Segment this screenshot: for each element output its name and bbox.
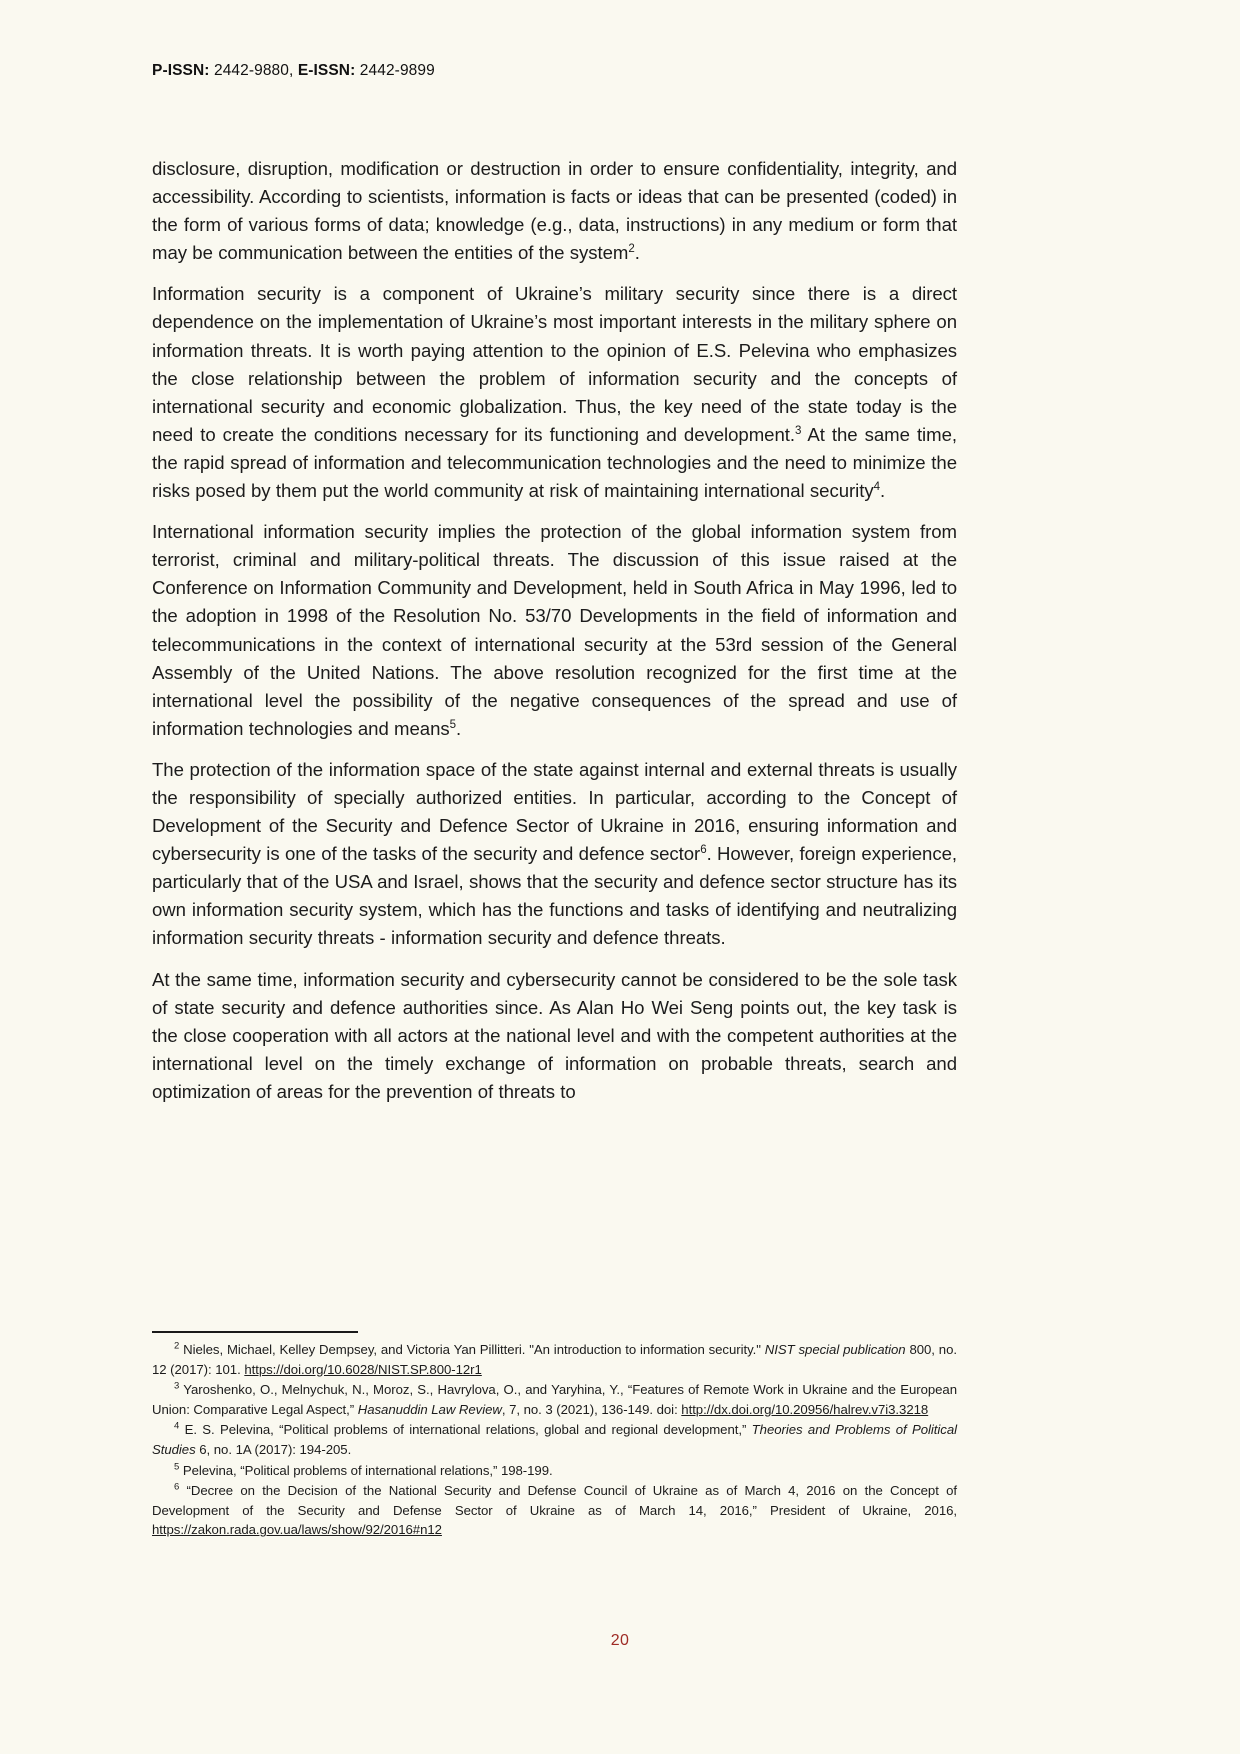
text-run: At the same time, information security and cybersecurity cannot be considered to be the sole task of state security and defence authorities since. As Alan Ho Wei Seng points out, the key task is the close cooperation with all actors at the national level and with the competent authorities at the international level on the timely exchange of information on probable threats, search and optimization of areas for the prevention of threats to [152, 968, 957, 1102]
body-text-block [152, 155, 957, 1106]
footnote-entry [152, 1420, 957, 1459]
footnote-marker[interactable]: 4 [873, 480, 880, 493]
text-run: 800, no. 12 (2017): 101. [152, 1342, 957, 1377]
p-issn-label: P-ISSN: [152, 62, 210, 79]
text-run: “Decree on the Decision of the National Security and Defense Council of Ukraine as of March 4, 2016 on the Concept of Development of the Security and Defense Sector of Ukraine as of March 14, 2016,” President of Ukraine, 2016, [152, 1483, 957, 1518]
footnote-marker[interactable]: 2 [628, 243, 635, 256]
text-run: Pelevina, “Political problems of international relations,” 198-199. [179, 1462, 553, 1478]
running-header [152, 62, 435, 80]
text-run: Yaroshenko, O., Melnychuk, N., Moroz, S., Havrylova, O., and Yaryhina, Y., “Features of Remote Work in Ukraine and the European Union: Comparative Legal Aspect,” [152, 1382, 957, 1417]
text-run: . [634, 242, 640, 264]
citation-link[interactable]: https://zakon.rada.gov.ua/laws/show/92/2016#n12 [152, 1522, 442, 1538]
italic-title: Hasanuddin Law Review [357, 1401, 502, 1417]
text-run: . [455, 717, 462, 739]
footnote-number: 5 [174, 1461, 180, 1473]
footnote-marker[interactable]: 3 [794, 424, 802, 437]
text-run: 6, no. 1A (2017): 194-205. [195, 1441, 352, 1457]
footnote-number: 2 [174, 1340, 180, 1352]
italic-title: Theories and Problems of Political Studies [152, 1422, 957, 1457]
body-paragraph [152, 756, 957, 953]
footnote-entry [152, 1340, 957, 1379]
text-run: . However, foreign experience, particularly that of the USA and Israel, shows that the security and defence sector structure has its own information security system, which has the functions and tasks of identifying and neutralizing information security threats - information security and defence threats. [152, 843, 957, 949]
text-run: The protection of the information space of the state against internal and external threats is usually the responsibility of specially authorized entities. In particular, according to the Concept of Development of the Security and Defence Sector of Ukraine in 2016, ensuring information and cybersecurity is one of the tasks of the security and defence sector [152, 758, 957, 865]
body-paragraph [152, 518, 957, 743]
footnote-entry [152, 1481, 957, 1540]
text-run: disclosure, disruption, modification or destruction in order to ensure confidentiality, integrity, and accessibility. According to scientists, information is facts or ideas that can be presented (coded) in the form of various forms of data; knowledge (e.g., data, instructions) in any medium or form that may be communication between the entities of the system [152, 158, 957, 264]
page-number: 20 [610, 1632, 630, 1649]
text-run: International information security implies the protection of the global information system from terrorist, criminal and military-political threats. The discussion of this issue raised at the Conference on Information Community and Development, held in South Africa in May 1996, led to the adoption in 1998 of the Resolution No. 53/70 Developments in the field of information and telecommunications in the context of international security at the 53rd session of the General Assembly of the United Nations. The above resolution recognized for the first time at the international level the possibility of the negative consequences of the spread and use of information technologies and means [152, 521, 957, 739]
body-paragraph [152, 155, 957, 267]
text-run: Nieles, Michael, Kelley Dempsey, and Victoria Yan Pillitteri. "An introduction to information security." [179, 1342, 765, 1357]
body-paragraph [152, 966, 957, 1106]
footnote-separator-rule [152, 1331, 358, 1333]
text-run: . [879, 480, 886, 502]
footnote-number: 6 [174, 1481, 180, 1493]
p-issn-value: 2442-9880, [213, 62, 294, 79]
text-run: E. S. Pelevina, “Political problems of international relations, global and regional development,” [179, 1422, 752, 1438]
footnote-marker[interactable]: 6 [700, 843, 707, 856]
e-issn-value: 2442-9899 [359, 62, 435, 79]
footnote-entry [152, 1461, 957, 1481]
italic-title: NIST special publication [764, 1342, 906, 1357]
footnote-entry [152, 1380, 957, 1419]
text-run: At the same time, the rapid spread of information and telecommunication technologies and the need to minimize the risks posed by them put the world community at risk of maintaining international security [152, 423, 957, 502]
body-paragraph [152, 280, 957, 505]
footnotes-block [152, 1340, 957, 1541]
citation-link[interactable]: http://dx.doi.org/10.20956/halrev.v7i3.3218 [681, 1401, 929, 1417]
footnote-number: 3 [174, 1380, 180, 1392]
text-run: , 7, no. 3 (2021), 136-149. doi: [501, 1401, 682, 1417]
text-run: Information security is a component of Ukraine’s military security since there is a direct dependence on the implementation of Ukraine’s most important interests in the military sphere on information threats. It is worth paying attention to the opinion of E.S. Pelevina who emphasizes the close relationship between the problem of information security and the concepts of international security and economic globalization. Thus, the key need of the state today is the need to create the conditions necessary for its functioning and development. [152, 283, 957, 445]
e-issn-label: E-ISSN: [297, 62, 356, 79]
footnote-number: 4 [174, 1420, 180, 1432]
footnote-marker[interactable]: 5 [449, 718, 456, 731]
citation-link[interactable]: https://doi.org/10.6028/NIST.SP.800-12r1 [244, 1361, 482, 1377]
